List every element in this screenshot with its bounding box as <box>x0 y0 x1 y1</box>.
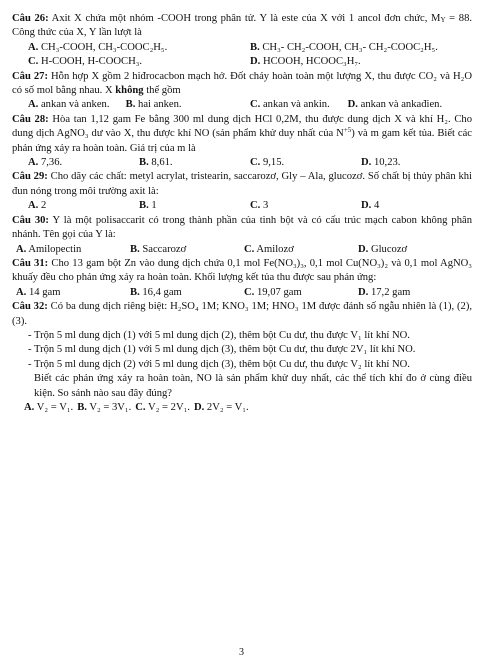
superscript: +5 <box>343 126 352 135</box>
question-29 <box>12 170 472 213</box>
option-a: A. V₂ = V₁. <box>24 401 74 413</box>
option-c: C. 19,07 gam <box>244 286 302 298</box>
condition-1: - Trộn 5 ml dung dịch (1) với 5 ml dung dịch (2), thêm bột Cu dư, thu được V₁ lít khí NO. <box>28 329 410 341</box>
options-row <box>28 98 472 112</box>
question-28-stem <box>12 113 472 156</box>
options-row <box>28 199 472 213</box>
option-b: B. hai anken. <box>125 99 182 111</box>
option-d: D. Glucozơ <box>358 243 408 255</box>
stem-emphasis: không <box>112 85 144 97</box>
option-c: C. 3 <box>250 200 269 212</box>
option-a: A. 2 <box>28 200 47 212</box>
question-number: Câu 28: <box>12 113 49 125</box>
page-number: 3 <box>239 647 244 658</box>
option-a: A. ankan và anken. <box>28 99 110 111</box>
question-31-stem <box>12 257 472 286</box>
question-27 <box>12 70 472 113</box>
option-a: A. CH₃-COOH, CH₃-COOC₂H₅. <box>28 41 168 53</box>
question-number: Câu 31: <box>12 257 49 269</box>
question-32-stem <box>12 300 472 329</box>
stem-text: ) và m gam kết tủa. Biết các phản ứng xảy ra hoàn toàn. Giá trị của m là <box>12 128 473 154</box>
question-number: Câu 27: <box>12 70 48 82</box>
option-a: A. Amilopectin <box>16 243 82 255</box>
option-d: D. 4 <box>361 200 380 212</box>
option-d: D. 17,2 gam <box>358 286 411 298</box>
question-30 <box>12 214 472 257</box>
question-32 <box>12 300 472 415</box>
stem-text: thể gồm <box>143 85 181 97</box>
stem-text: Axit X chứa một nhóm -COOH trong phân tử. Y là este của X với 1 ancol đơn chức, M <box>48 13 441 24</box>
stem-text: Có ba dung dịch riêng biệt: H₂SO₄ 1M; KNO₃ 1M; HNO₃ 1M được đánh số ngẫu nhiên là (1), (2), (3). <box>12 301 473 327</box>
question-32-note: Biết các phản ứng xảy ra hoàn toàn, NO là sản phẩm khử duy nhất, các thể tích khí đo ở cùng điều kiện. So sánh nào sau đây đúng? <box>34 373 472 399</box>
option-b: B. 1 <box>139 200 157 212</box>
question-26-stem <box>12 12 472 41</box>
option-c: C. ankan và ankin. <box>249 99 330 111</box>
question-number: Câu 32: <box>12 301 48 313</box>
option-c: C. 9,15. <box>250 157 285 169</box>
option-d: D. HCOOH, HCOOC₃H₇. <box>250 56 361 68</box>
stem-text: Hòa tan 1,12 gam Fe bằng 300 ml dung dịch HCl 0,2M, thu được dung dịch X và khí H₂. Cho dung dịch AgNO₃ dư vào X, thu được khí NO (sản phẩm khử duy nhất của N <box>12 113 472 140</box>
question-30-stem <box>12 214 472 243</box>
option-b: B. 8,61. <box>139 157 173 169</box>
exam-page <box>12 12 472 415</box>
condition-2: - Trộn 5 ml dung dịch (1) với 5 ml dung dịch (3), thêm bột Cu dư, thu được 2V₁ lít khí NO. <box>28 344 416 356</box>
option-b: B. V₂ = 3V₁. <box>77 401 132 413</box>
option-d: D. 10,23. <box>361 157 401 169</box>
question-31 <box>12 257 472 300</box>
stem-text: Cho 13 gam bột Zn vào dung dịch chứa 0,1 mol Fe(NO₃)₃, 0,1 mol Cu(NO₃)₂ và 0,1 mol AgNO₃ khuấy đều cho phản ứng xảy ra hoàn toàn. Khối lượng kết tủa thu được sau phản ứng: <box>12 257 472 284</box>
stem-text: Cho dãy các chất: metyl acrylat, tristearin, saccarozơ, Gly – Ala, glucozơ. Số chất bị thủy phân khi đun nóng trong môi trường axit là: <box>12 171 473 197</box>
options-row <box>28 55 472 69</box>
option-b: B. Saccarozơ <box>130 243 187 255</box>
question-29-stem <box>12 170 472 199</box>
option-b: B. CH₃- CH₂-COOH, CH₃- CH₂-COOC₂H₅. <box>250 41 438 53</box>
option-d: D. 2V₂ = V₁. <box>193 401 249 413</box>
options-row <box>16 243 472 257</box>
stem-text: Hỗn hợp X gồm 2 hiđrocacbon mạch hở. Đốt cháy hoàn toàn một lượng X, thu được CO₂ và H₂O có số mol bằng nhau. X <box>12 70 473 97</box>
stem-text: = 88. Công thức của X, Y lần lượt là <box>12 13 473 39</box>
options-row <box>28 156 472 170</box>
stem-text: Y là một polisaccarit có trong thành phần của tinh bột và có cấu trúc mạch cabon không phân nhánh. Tên gọi của Y là: <box>12 214 472 241</box>
question-27-stem <box>12 70 472 99</box>
subscript: Y <box>440 16 446 24</box>
question-26 <box>12 12 472 70</box>
option-c: C. V₂ = 2V₁. <box>135 401 190 413</box>
option-a: A. 7,36. <box>28 157 63 169</box>
options-row <box>16 286 472 300</box>
question-number: Câu 30: <box>12 214 49 226</box>
options-row <box>24 401 472 415</box>
option-d: D. ankan và ankađien. <box>347 99 443 111</box>
option-b: B. 16,4 gam <box>130 286 182 298</box>
option-a: A. 14 gam <box>16 286 61 298</box>
condition-3: - Trộn 5 ml dung dịch (2) với 5 ml dung dịch (3), thêm bột Cu dư, thu được V₂ lít khí NO. <box>28 358 410 370</box>
option-c: C. Amilozơ <box>244 243 294 255</box>
option-c: C. H-COOH, H-COOCH₃. <box>28 56 143 68</box>
question-28 <box>12 113 472 171</box>
question-number: Câu 26: <box>12 13 49 24</box>
question-number: Câu 29: <box>12 171 48 183</box>
options-row <box>28 41 472 55</box>
